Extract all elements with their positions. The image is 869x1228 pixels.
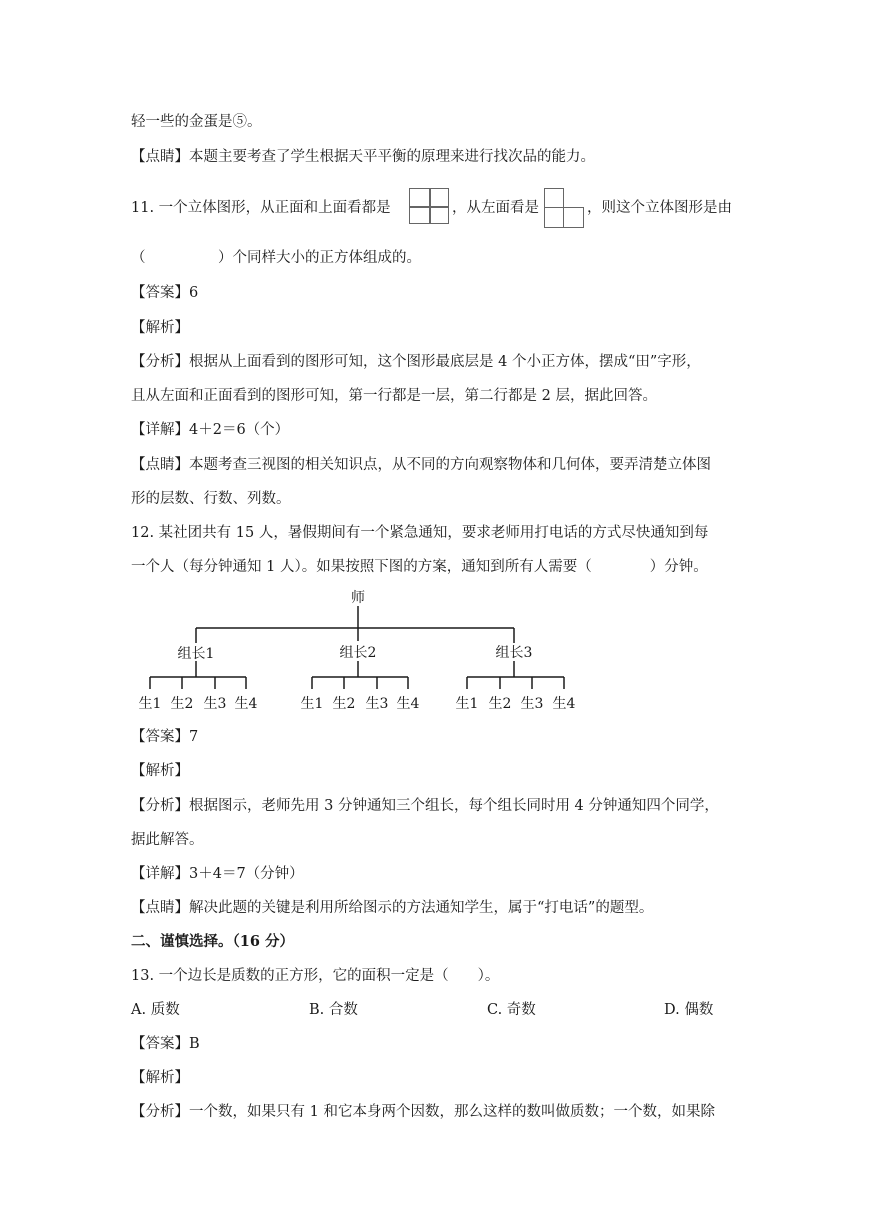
tree-leader-3: 组长3 — [495, 645, 533, 661]
comment-11-line2: 形的层数、行数、列数。 — [131, 491, 291, 507]
analysis-11-line1: 【分析】根据从上面看到的图形可知，这个图形最底层是 4 个小正方体，摆成“田”字形， — [131, 354, 701, 370]
analysis-13-line1: 【分析】一个数，如果只有 1 和它本身两个因数，那么这样的数叫做质数；一个数，如果除 — [131, 1104, 715, 1120]
question-12-line2: 一个人（每分钟通知 1 人）。如果按照下图的方案，通知到所有人需要（ ）分钟。 — [131, 559, 708, 575]
tree-student: 生3 — [520, 696, 544, 712]
question-11-part4: （ ）个同样大小的正方体组成的。 — [131, 250, 421, 266]
analysis-12-line1: 【分析】根据图示，老师先用 3 分钟通知三个组长，每个组长同时用 4 分钟通知四个同学， — [131, 798, 719, 814]
tree-student: 生1 — [138, 696, 162, 712]
analysis-13-label: 【解析】 — [131, 1070, 189, 1086]
option-a: A. 质数 — [131, 1002, 180, 1018]
analysis-11-line2: 且从左面和正面看到的图形可知，第一行都是一层，第二行都是 2 层，据此回答。 — [131, 388, 657, 404]
tree-student: 生3 — [365, 696, 389, 712]
comment-line: 【点睛】本题主要考查了学生根据天平平衡的原理来进行找次品的能力。 — [131, 149, 595, 165]
answer-11: 【答案】6 — [131, 285, 199, 301]
analysis-12-label: 【解析】 — [131, 763, 189, 779]
detail-12: 【详解】3＋4＝7（分钟） — [131, 866, 304, 882]
detail-11: 【详解】4＋2＝6（个） — [131, 422, 290, 438]
text-line: 轻一些的金蛋是⑤。 — [131, 114, 262, 130]
phone-tree-diagram — [0, 585, 869, 720]
tree-student: 生2 — [170, 696, 194, 712]
comment-11-line1: 【点睛】本题考查三视图的相关知识点，从不同的方向观察物体和几何体，要弄清楚立体图 — [131, 457, 711, 473]
option-c: C. 奇数 — [487, 1002, 536, 1018]
tree-student: 生4 — [396, 696, 420, 712]
tree-leader-1: 组长1 — [177, 646, 215, 662]
question-11-part3: ，则这个立体图形是由 — [587, 200, 732, 216]
question-13: 13. 一个边长是质数的正方形，它的面积一定是（ ）。 — [131, 968, 500, 984]
tree-student: 生3 — [203, 696, 227, 712]
question-11-part1: 11. 一个立体图形，从正面和上面看都是 — [131, 200, 391, 216]
left-view-figure — [544, 188, 584, 228]
question-11-part2: ，从左面看是 — [452, 200, 539, 216]
front-top-view-figure — [409, 188, 449, 224]
tree-leader-2: 组长2 — [339, 645, 377, 661]
answer-13: 【答案】B — [131, 1036, 200, 1052]
tree-student: 生2 — [332, 696, 356, 712]
analysis-11-label: 【解析】 — [131, 320, 189, 336]
tree-student: 生4 — [552, 696, 576, 712]
answer-12: 【答案】7 — [131, 729, 199, 745]
tree-student: 生1 — [455, 696, 479, 712]
question-12-line1: 12. 某社团共有 15 人，暑假期间有一个紧急通知，要求老师用打电话的方式尽快通知到每 — [131, 525, 709, 541]
section-heading: 二、谨慎选择。（16 分） — [131, 933, 294, 950]
tree-student: 生4 — [234, 696, 258, 712]
tree-root-label: 师 — [351, 590, 365, 606]
option-b: B. 合数 — [309, 1002, 358, 1018]
analysis-12-line2: 据此解答。 — [131, 832, 204, 848]
tree-student: 生2 — [488, 696, 512, 712]
comment-12: 【点睛】解决此题的关键是利用所给图示的方法通知学生，属于“打电话”的题型。 — [131, 900, 654, 916]
option-d: D. 偶数 — [664, 1002, 714, 1018]
tree-student: 生1 — [300, 696, 324, 712]
